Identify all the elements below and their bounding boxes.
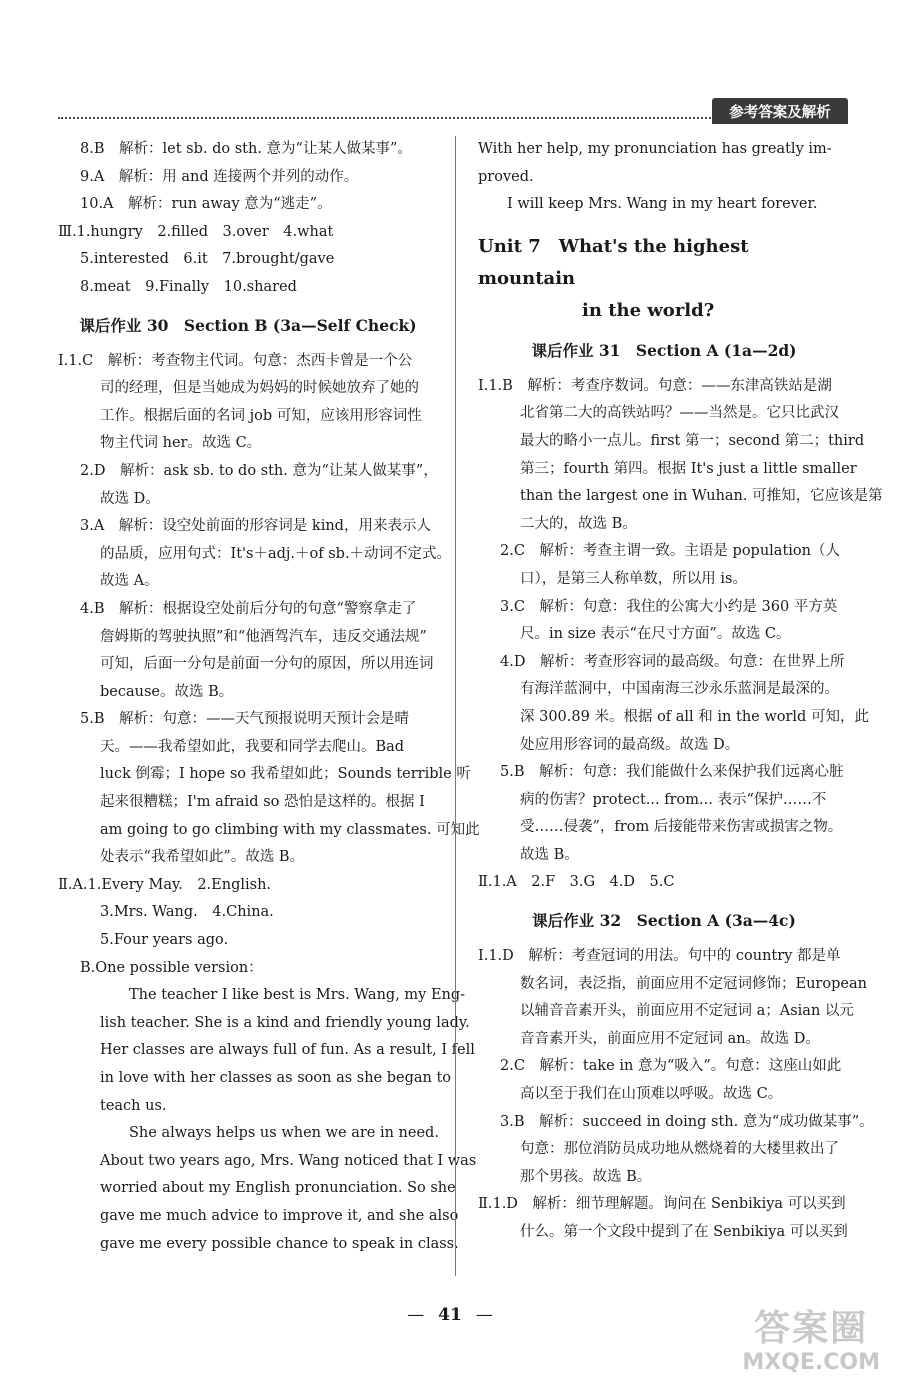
text-line: gave me much advice to improve it, and she also bbox=[100, 1207, 459, 1224]
text-line: 的品质，应用句式：It's＋adj.＋of sb.＋动词不定式。 bbox=[100, 545, 452, 562]
text-line: am going to go climbing with my classmates. 可知此 bbox=[100, 821, 480, 838]
text-line: luck 倒霉；I hope so 我希望如此；Sounds terrible 听 bbox=[100, 766, 471, 783]
section-heading-32: 课后作业 32 Section A (3a—4c) bbox=[532, 911, 796, 931]
text-line: lish teacher. She is a kind and friendly young lady. bbox=[100, 1014, 470, 1031]
text-line: 故选 A。 bbox=[100, 573, 159, 590]
text-line: 5.B 解析：句意：我们能做什么来保护我们远离心脏 bbox=[500, 764, 844, 781]
page-number-value: 41 bbox=[438, 1305, 462, 1325]
text-line: 句意：那位消防员成功地从燃烧着的大楼里救出了 bbox=[520, 1141, 839, 1158]
page-dash-right: — bbox=[475, 1305, 493, 1325]
text-line: 口），是第三人称单数，所以用 is。 bbox=[520, 570, 747, 587]
text-line: 深 300.89 米。根据 of all 和 in the world 可知，此 bbox=[520, 708, 869, 725]
text-line: 5.interested 6.it 7.brought/gave bbox=[80, 251, 335, 268]
text-line: About two years ago, Mrs. Wang noticed that I was bbox=[100, 1152, 477, 1169]
text-line: With her help, my pronunciation has greatly im- bbox=[478, 141, 832, 157]
text-line: because。故选 B。 bbox=[100, 683, 234, 700]
text-line: 10.A 解析：run away 意为“逃走”。 bbox=[80, 196, 332, 213]
right-lines-c bbox=[478, 943, 874, 1247]
watermark-logo-line2: MXQE.COM bbox=[742, 1350, 880, 1375]
text-line: 那个男孩。故选 B。 bbox=[520, 1168, 652, 1185]
text-line: 9.A 解析：用 and 连接两个并列的动作。 bbox=[80, 168, 359, 185]
text-line: Ⅲ.1.hungry 2.filled 3.over 4.what bbox=[58, 223, 334, 240]
text-line: 二大的，故选 B。 bbox=[520, 515, 637, 532]
text-line: 司的经理，但是当她成为妈妈的时候她放弃了她的 bbox=[100, 380, 419, 397]
left-lines-a bbox=[58, 136, 438, 302]
text-line: 以辅音音素开头，前面应用不定冠词 a；Asian 以元 bbox=[520, 1003, 854, 1020]
text-line: 音音素开头，前面应用不定冠词 an。故选 D。 bbox=[520, 1030, 820, 1047]
text-line: 2.D 解析：ask sb. to do sth. 意为“让某人做某事”， bbox=[80, 462, 438, 479]
section-heading-30: 课后作业 30 Section B (3a—Self Check) bbox=[79, 315, 417, 335]
text-line: 可知，后面一分句是前面一分句的原因，所以用连词 bbox=[100, 656, 434, 673]
text-line: 故选 D。 bbox=[100, 490, 160, 507]
text-line: 8.meat 9.Finally 10.shared bbox=[80, 278, 297, 295]
text-line: 4.B 解析：根据设空处前后分句的句意“警察拿走了 bbox=[80, 600, 417, 617]
text-line: 3.B 解析：succeed in doing sth. 意为“成功做某事”。 bbox=[500, 1113, 874, 1130]
text-line: 高以至于我们在山顶难以呼吸。故选 C。 bbox=[520, 1086, 783, 1103]
text-line: 有海洋蓝洞中，中国南海三沙永乐蓝洞是最深的。 bbox=[520, 681, 839, 698]
text-line: 受……侵袭”，from 后接能带来伤害或损害之物。 bbox=[520, 819, 843, 836]
text-line: 第三；fourth 第四。根据 It's just a little smaller bbox=[520, 460, 857, 477]
text-line: 尺。in size 表示“在尺寸方面”。故选 C。 bbox=[520, 626, 791, 643]
left-lines-b bbox=[58, 348, 480, 1259]
unit-title-line2: in the world? bbox=[582, 299, 715, 321]
text-line: Ⅱ.A.1.Every May. 2.English. bbox=[58, 876, 272, 893]
text-line: gave me every possible chance to speak in class. bbox=[100, 1235, 459, 1252]
right-column bbox=[478, 136, 883, 1247]
text-line: Ⅱ.1.D 解析：细节理解题。询问在 Senbikiya 可以买到 bbox=[478, 1196, 846, 1213]
text-line: 2.C 解析：考查主谓一致。主语是 population（人 bbox=[500, 543, 840, 560]
text-line: 数名词，表泛指，前面应用不定冠词修饰；European bbox=[520, 975, 867, 992]
right-lines-b bbox=[478, 373, 883, 897]
text-line: Ⅱ.1.A 2.F 3.G 4.D 5.C bbox=[478, 874, 675, 891]
text-line: Ⅰ.1.C 解析：考查物主代词。句意：杰西卡曾是一个公 bbox=[58, 352, 413, 369]
text-line: 北省第二大的高铁站吗？——当然是。它只比武汉 bbox=[520, 405, 839, 422]
text-line: 4.D 解析：考查形容词的最高级。句意：在世界上所 bbox=[500, 653, 845, 670]
text-line: 3.Mrs. Wang. 4.China. bbox=[100, 904, 274, 921]
right-lines-a bbox=[478, 136, 850, 219]
text-line: 最大的略小一点儿。first 第一；second 第二；third bbox=[520, 432, 865, 449]
text-line: 物主代词 her。故选 C。 bbox=[100, 435, 262, 452]
text-line: 处表示“我希望如此”。故选 B。 bbox=[100, 849, 305, 866]
text-line: 5.B 解析：句意：——天气预报说明天预计会是晴 bbox=[80, 711, 409, 728]
section-heading-31: 课后作业 31 Section A (1a—2d) bbox=[531, 340, 797, 360]
text-line: than the largest one in Wuhan. 可推知，它应该是第 bbox=[520, 488, 883, 505]
left-column bbox=[58, 136, 480, 1258]
text-line: 处应用形容词的最高级。故选 D。 bbox=[520, 736, 740, 753]
unit-title-line1: Unit 7 What's the highest mountain bbox=[478, 235, 749, 289]
header-tag: 参考答案及解析 bbox=[712, 98, 848, 124]
text-line: She always helps us when we are in need. bbox=[100, 1125, 439, 1142]
text-line: 8.B 解析：let sb. do sth. 意为“让某人做某事”。 bbox=[80, 141, 412, 157]
text-line: 3.C 解析：句意：我住的公寓大小约是 360 平方英 bbox=[500, 598, 838, 615]
text-line: 詹姆斯的驾驶执照”和“他酒驾汽车，违反交通法规” bbox=[100, 628, 427, 645]
text-line: Her classes are always full of fun. As a result, I fell bbox=[100, 1042, 475, 1059]
text-line: teach us. bbox=[100, 1097, 167, 1114]
text-line: 3.A 解析：设空处前面的形容词是 kind，用来表示人 bbox=[80, 518, 431, 535]
page-dash-left: — bbox=[407, 1305, 425, 1325]
text-line: 2.C 解析：take in 意为“吸入”。句意：这座山如此 bbox=[500, 1058, 842, 1075]
header-rule bbox=[58, 117, 758, 119]
watermark-logo-line1: 答案圈 bbox=[754, 1308, 869, 1349]
text-line: 病的伤害？protect... from... 表示“保护……不 bbox=[520, 791, 827, 808]
text-line: The teacher I like best is Mrs. Wang, my Eng- bbox=[100, 987, 466, 1004]
text-line: 天。——我希望如此，我要和同学去爬山。Bad bbox=[100, 738, 405, 755]
text-line: 5.Four years ago. bbox=[100, 932, 229, 949]
text-line: B.One possible version： bbox=[80, 959, 263, 976]
text-line: proved. bbox=[478, 168, 534, 185]
text-line: Ⅰ.1.D 解析：考查冠词的用法。句中的 country 都是单 bbox=[478, 948, 841, 965]
text-line: in love with her classes as soon as she began to bbox=[100, 1070, 452, 1086]
text-line: worried about my English pronunciation. So she bbox=[100, 1180, 456, 1197]
column-divider bbox=[455, 136, 456, 1276]
text-line: 故选 B。 bbox=[520, 846, 579, 863]
text-line: 起来很糟糕；I'm afraid so 恐怕是这样的。根据 I bbox=[100, 794, 425, 811]
unit-title bbox=[478, 231, 850, 327]
text-line: 工作。根据后面的名词 job 可知，应该用形容词性 bbox=[100, 407, 422, 424]
text-line: I will keep Mrs. Wang in my heart forever. bbox=[478, 196, 818, 213]
text-line: 什么。第一个文段中提到了在 Senbikiya 可以买到 bbox=[520, 1224, 848, 1240]
watermark-logo bbox=[742, 1308, 880, 1376]
text-line: Ⅰ.1.B 解析：考查序数词。句意：——东津高铁站是湖 bbox=[478, 377, 832, 394]
